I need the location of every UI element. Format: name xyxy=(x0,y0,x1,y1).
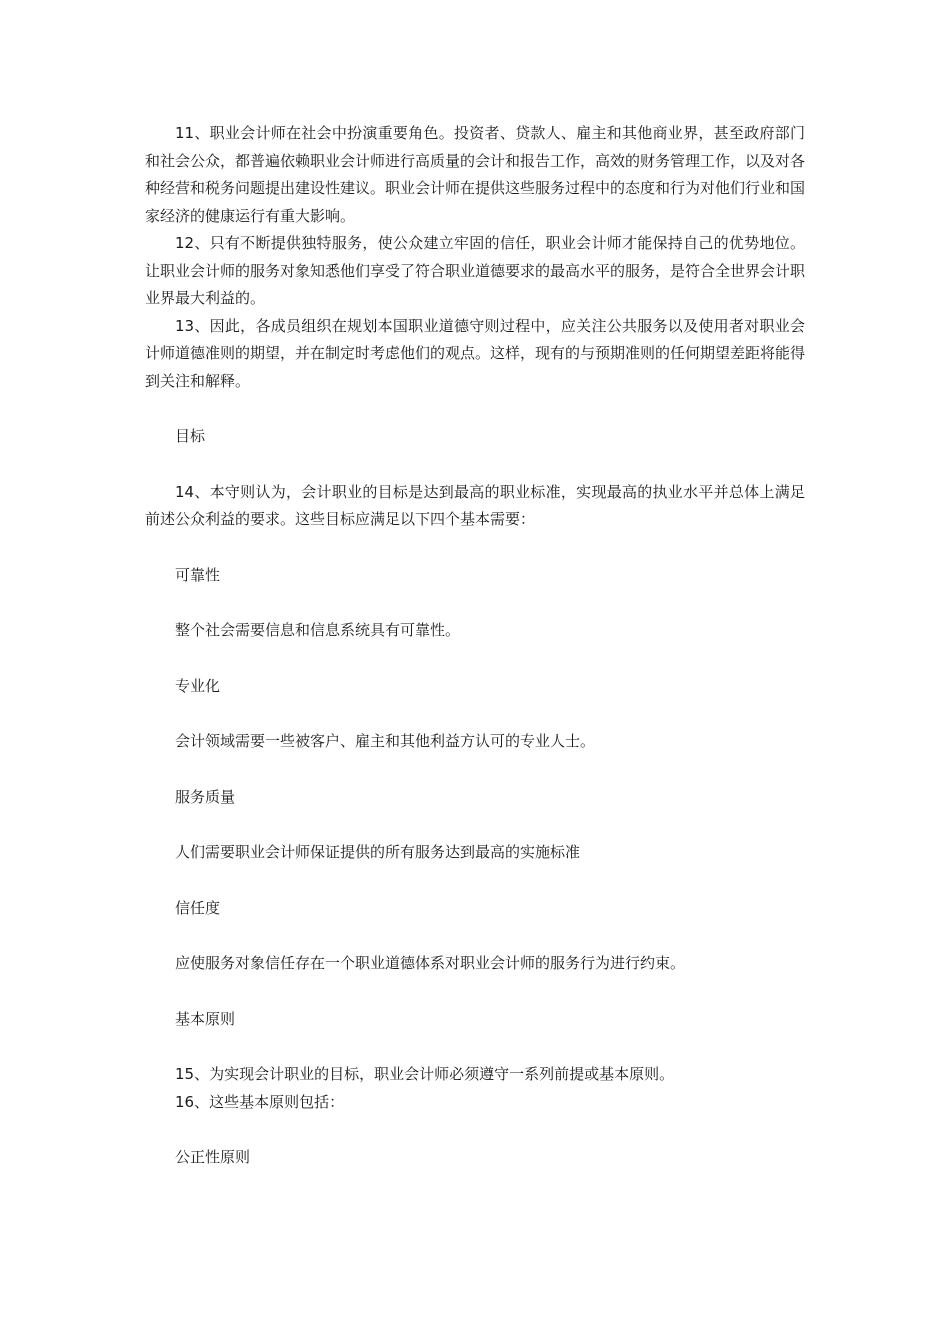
spacer xyxy=(145,645,805,673)
paragraph-number: 14 xyxy=(175,482,195,501)
spacer xyxy=(145,1033,805,1061)
spacer xyxy=(145,700,805,728)
paragraph-number: 12 xyxy=(175,234,195,252)
paragraph-text: 、只有不断提供独特服务，使公众建立牢固的信任，职业会计师才能保持自己的优势地位。让职业会计师的服务对象知悉他们享受了符合职业道德要求的最高水平的服务，是符合全世界会计职业界最大利益的。 xyxy=(145,234,806,307)
paragraph-14 xyxy=(145,479,805,534)
paragraph-11 xyxy=(145,120,805,230)
subheading-confidence: 信任度 xyxy=(175,898,221,917)
spacer xyxy=(145,978,805,1006)
paragraph-number: 11 xyxy=(175,124,195,142)
spacer xyxy=(145,756,805,784)
spacer xyxy=(145,589,805,617)
section-heading-objective: 目标 xyxy=(175,427,206,445)
spacer xyxy=(145,534,805,562)
spacer xyxy=(145,395,805,423)
subheading-integrity: 公正性原则 xyxy=(175,1148,251,1166)
spacer xyxy=(145,922,805,950)
subheading-quality: 服务质量 xyxy=(175,787,236,806)
spacer xyxy=(145,1116,805,1144)
paragraph-16 xyxy=(145,1089,805,1117)
paragraph-text: 、这些基本原则包括： xyxy=(194,1092,345,1111)
text-confidence: 应使服务对象信任存在一个职业道德体系对职业会计师的服务行为进行约束。 xyxy=(175,954,686,972)
paragraph-text: 、本守则认为，会计职业的目标是达到最高的职业标准，实现最高的执业水平并总体上满足前述公众利益的要求。这些目标应满足以下四个基本需要： xyxy=(145,482,805,528)
subheading-professionalism: 专业化 xyxy=(175,676,221,695)
section-heading-principles: 基本原则 xyxy=(175,1009,236,1028)
spacer xyxy=(145,811,805,839)
paragraph-text: 、职业会计师在社会中扮演重要角色。投资者、贷款人、雇主和其他商业界，甚至政府部门和社会公众，都普遍依赖职业会计师进行高质量的会计和报告工作，高效的财务管理工作，以及对各种经营和税务问题提出建设性建议。职业会计师在提供这些服务过程中的态度和行为对他们行业和国家经济的健康运行有重大影响。 xyxy=(145,124,806,225)
subheading-reliability: 可靠性 xyxy=(175,565,221,584)
paragraph-15 xyxy=(145,1061,805,1089)
spacer xyxy=(145,451,805,479)
spacer xyxy=(145,867,805,895)
paragraph-number: 13 xyxy=(175,316,195,335)
text-professionalism: 会计领域需要一些被客户、雇主和其他利益方认可的专业人士。 xyxy=(175,732,596,750)
paragraph-12 xyxy=(145,230,805,313)
text-reliability: 整个社会需要信息和信息系统具有可靠性。 xyxy=(175,621,461,639)
text-quality: 人们需要职业会计师保证提供的所有服务达到最高的实施标准 xyxy=(175,843,581,861)
paragraph-number: 15 xyxy=(175,1065,195,1083)
paragraph-number: 16 xyxy=(175,1092,195,1111)
paragraph-text: 、为实现会计职业的目标，职业会计师必须遵守一系列前提或基本原则。 xyxy=(194,1065,675,1083)
document-body xyxy=(145,120,805,1172)
paragraph-text: 、因此，各成员组织在规划本国职业道德守则过程中，应关注公共服务以及使用者对职业会计师道德准则的期望，并在制定时考虑他们的观点。这样，现有的与预期准则的任何期望差距将能得到关注和解释。 xyxy=(145,316,806,390)
paragraph-13 xyxy=(145,313,805,396)
